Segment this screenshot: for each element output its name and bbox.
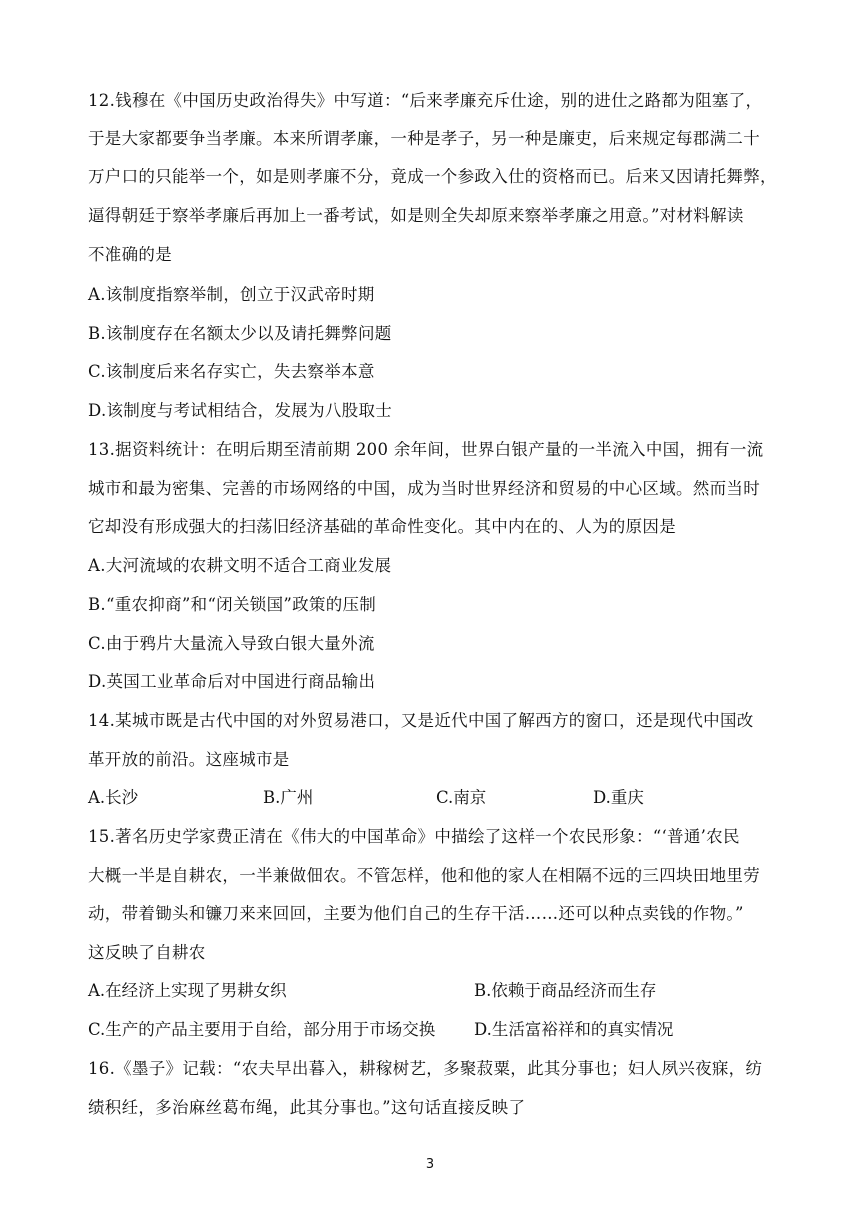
q13-stem-line-1: 13.据资料统计：在明后期至清前期 200 余年间，世界白银产量的一半流入中国，拥有一流 xyxy=(88,440,764,459)
q15-stem-line-2: 大概一半是自耕农，一半兼做佃农。不管怎样，他和他的家人在相隔不远的三四块田地里劳 xyxy=(88,866,760,885)
q12-option-a: A.该制度指察举制，创立于汉武帝时期 xyxy=(88,285,375,304)
q12-stem-line-3: 万户口的只能举一个，如是则孝廉不分，竟成一个参政入仕的资格而已。后来又因请托舞弊， xyxy=(88,167,777,186)
q12-stem-line-4: 逼得朝廷于察举孝廉后再加上一番考试，如是则全失却原来察举孝廉之用意。”对材料解读 xyxy=(88,206,744,225)
q13-option-a: A.大河流域的农耕文明不适合工商业发展 xyxy=(88,556,392,575)
q13-stem-line-3: 它却没有形成强大的扫荡旧经济基础的革命性变化。其中内在的、人为的原因是 xyxy=(88,517,676,536)
q13-stem-line-2: 城市和最为密集、完善的市场网络的中国，成为当时世界经济和贸易的中心区域。然而当时 xyxy=(88,479,760,498)
q13-option-b: B.“重农抑商”和“闭关锁国”政策的压制 xyxy=(88,595,377,614)
q14-option-b: B.广州 xyxy=(263,788,314,807)
q15-stem-line-1: 15.著名历史学家费正清在《伟大的中国革命》中描绘了这样一个农民形象：“‘普通’农民 xyxy=(88,827,740,846)
q14-option-c: C.南京 xyxy=(436,788,487,807)
q15-stem-line-4: 这反映了自耕农 xyxy=(88,943,206,962)
q15-stem-line-3: 动，带着锄头和镰刀来来回回，主要为他们自己的生存干活……还可以种点卖钱的作物。” xyxy=(88,904,744,923)
q15-option-a: A.在经济上实现了男耕女织 xyxy=(88,981,287,1000)
page-number: 3 xyxy=(425,1157,435,1172)
q16-stem-line-1: 16.《墨子》记载：“农夫早出暮入，耕稼树艺，多聚菽粟，此其分事也；妇人夙兴夜寐，纺 xyxy=(88,1059,763,1078)
q14-option-d: D.重庆 xyxy=(593,788,644,807)
q14-stem-line-1: 14.某城市既是古代中国的对外贸易港口，又是近代中国了解西方的窗口，还是现代中国改 xyxy=(88,711,754,730)
q13-option-d: D.英国工业革命后对中国进行商品输出 xyxy=(88,672,376,691)
q15-option-c: C.生产的产品主要用于自给，部分用于市场交换 xyxy=(88,1020,436,1039)
q12-stem-line-2: 于是大家都要争当孝廉。本来所谓孝廉，一种是孝子，另一种是廉吏，后来规定每郡满二十 xyxy=(88,129,760,148)
q13-option-c: C.由于鸦片大量流入导致白银大量外流 xyxy=(88,634,375,653)
q15-option-d: D.生活富裕祥和的真实情况 xyxy=(474,1020,674,1039)
q15-option-b: B.依赖于商品经济而生存 xyxy=(474,981,657,1000)
q12-option-d: D.该制度与考试相结合，发展为八股取士 xyxy=(88,401,393,420)
q12-stem-line-5: 不准确的是 xyxy=(88,245,172,264)
q12-option-c: C.该制度后来名存实亡，失去察举本意 xyxy=(88,362,375,381)
q14-stem-line-2: 革开放的前沿。这座城市是 xyxy=(88,750,290,769)
q16-stem-line-2: 绩积纴，多治麻丝葛布绳，此其分事也。”这句话直接反映了 xyxy=(88,1098,526,1117)
q12-stem-line-1: 12.钱穆在《中国历史政治得失》中写道：“后来孝廉充斥仕途，别的进仕之路都为阻塞了， xyxy=(88,91,763,110)
q12-option-b: B.该制度存在名额太少以及请托舞弊问题 xyxy=(88,324,392,343)
q14-option-a: A.长沙 xyxy=(88,788,139,807)
